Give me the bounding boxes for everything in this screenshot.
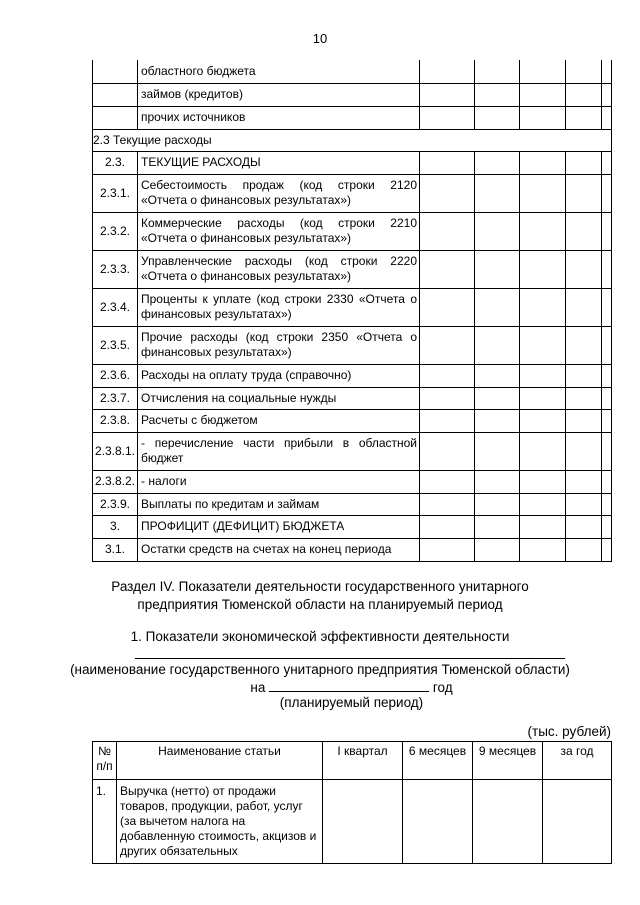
period-caption: (планируемый период) [279,695,424,710]
row-text: Выручка (нетто) от продажи товаров, продукции, работ, услуг (за вычетом налога на добавленную стоимость, акцизов и других обязательных [117,780,323,864]
header-year: за год [543,742,612,780]
value-cell [566,493,602,515]
header-9-months: 9 месяцев [473,742,543,780]
current-expenses-table [92,60,612,562]
row-text: Остатки средств на счетах на конец периода [138,538,420,561]
value-cell [602,288,612,326]
value-cell [566,106,602,129]
header-row [93,742,612,780]
value-cell [420,151,475,174]
value-cell [566,288,602,326]
value-cell [323,780,403,864]
table-row [93,364,612,387]
value-cell [602,326,612,364]
row-number [93,106,138,129]
table-row [93,515,612,538]
value-cell [420,288,475,326]
value-cell [420,250,475,288]
value-cell [602,432,612,470]
header-item-name: Наименование статьи [117,742,323,780]
row-text: ПРОФИЦИТ (ДЕФИЦИТ) БЮДЖЕТА [138,515,420,538]
page-number: 10 [312,31,328,46]
value-cell [602,538,612,561]
units-label: (тыс. рублей) [527,724,611,739]
value-cell [473,780,543,864]
value-cell [475,432,520,470]
row-number [93,83,138,106]
value-cell [475,493,520,515]
value-cell [520,60,566,83]
value-cell [420,470,475,493]
value-cell [520,515,566,538]
value-cell [420,409,475,432]
table-row [93,83,612,106]
row-number [93,60,138,83]
value-cell [602,106,612,129]
value-cell [475,364,520,387]
row-number: 2.3.9. [93,493,138,515]
table-row [93,409,612,432]
value-cell [602,212,612,250]
value-cell [475,515,520,538]
row-text: Проценты к уплате (код строки 2330 «Отчета о финансовых результатах») [138,288,420,326]
value-cell [520,288,566,326]
row-number: 2.3.6. [93,364,138,387]
table-row [93,538,612,561]
enterprise-caption: (наименование государственного унитарного предприятия Тюменской области) [70,662,570,677]
value-cell [475,151,520,174]
value-cell [566,515,602,538]
row-number: 2.3.4. [93,288,138,326]
value-cell [520,538,566,561]
table-row [93,470,612,493]
table-row [93,151,612,174]
table-row [93,780,612,864]
value-cell [520,387,566,409]
value-cell [520,151,566,174]
value-cell [602,493,612,515]
value-cell [520,250,566,288]
value-cell [475,409,520,432]
value-cell [475,326,520,364]
value-cell [566,250,602,288]
section-title-line2: предприятия Тюменской области на планируемый период [137,597,503,612]
value-cell [420,493,475,515]
table-row [93,250,612,288]
table-row [93,432,612,470]
row-text: Расходы на оплату труда (справочно) [138,364,420,387]
row-number: 3. [93,515,138,538]
value-cell [403,780,473,864]
section-row [93,129,612,151]
value-cell [475,538,520,561]
value-cell [566,432,602,470]
row-text: областного бюджета [138,60,420,83]
value-cell [520,432,566,470]
value-cell [602,151,612,174]
value-cell [520,493,566,515]
value-cell [420,60,475,83]
value-cell [475,174,520,212]
enterprise-name-blank [135,658,565,659]
row-text: Коммерческие расходы (код строки 2210 «Отчета о финансовых результатах») [138,212,420,250]
table-row [93,387,612,409]
value-cell [420,212,475,250]
value-cell [602,60,612,83]
value-cell [566,60,602,83]
row-text: Выплаты по кредитам и займам [138,493,420,515]
value-cell [566,326,602,364]
value-cell [475,212,520,250]
row-text: займов (кредитов) [138,83,420,106]
row-number: 2.3.7. [93,387,138,409]
value-cell [520,409,566,432]
row-number: 1. [93,780,117,864]
value-cell [566,538,602,561]
value-cell [420,538,475,561]
header-6-months: 6 месяцев [403,742,473,780]
value-cell [420,83,475,106]
value-cell [566,470,602,493]
value-cell [566,212,602,250]
value-cell [420,174,475,212]
value-cell [520,106,566,129]
row-text: ТЕКУЩИЕ РАСХОДЫ [138,151,420,174]
value-cell [520,470,566,493]
efficiency-indicators-table [92,741,612,864]
value-cell [602,515,612,538]
row-number: 2.3.8.2. [93,470,138,493]
value-cell [420,364,475,387]
row-number: 2.3.5. [93,326,138,364]
value-cell [475,106,520,129]
section-label: 2.3 Текущие расходы [93,129,612,151]
value-cell [475,387,520,409]
value-cell [602,250,612,288]
value-cell [475,250,520,288]
value-cell [602,387,612,409]
value-cell [520,83,566,106]
value-cell [520,326,566,364]
value-cell [566,409,602,432]
row-number: 2.3.8.1. [93,432,138,470]
value-cell [475,288,520,326]
value-cell [602,364,612,387]
table-row [93,212,612,250]
header-number: № п/п [93,742,117,780]
row-number: 3.1. [93,538,138,561]
section-title: Раздел IV. Показатели деятельности государственного унитарного [111,579,529,594]
value-cell [475,83,520,106]
value-cell [602,409,612,432]
value-cell [602,470,612,493]
value-cell [420,106,475,129]
value-cell [420,387,475,409]
value-cell [420,432,475,470]
value-cell [566,151,602,174]
value-cell [520,364,566,387]
row-number: 2.3.2. [93,212,138,250]
value-cell [420,326,475,364]
row-number: 2.3.3. [93,250,138,288]
value-cell [475,60,520,83]
value-cell [475,470,520,493]
period-blank [269,678,429,692]
row-text: - налоги [138,470,420,493]
row-text: прочих источников [138,106,420,129]
period-prefix: на [250,680,266,695]
row-number: 2.3. [93,151,138,174]
value-cell [566,174,602,212]
row-number: 2.3.1. [93,174,138,212]
value-cell [520,212,566,250]
table-row [93,288,612,326]
value-cell [602,174,612,212]
value-cell [520,174,566,212]
period-suffix: год [432,680,453,695]
value-cell [566,83,602,106]
value-cell [566,364,602,387]
row-text: Расчеты с бюджетом [138,409,420,432]
value-cell [543,780,612,864]
row-text: Себестоимость продаж (код строки 2120 «Отчета о финансовых результатах») [138,174,420,212]
table-row [93,106,612,129]
value-cell [602,83,612,106]
row-text: Прочие расходы (код строки 2350 «Отчета о финансовых результатах») [138,326,420,364]
header-q1: I квартал [323,742,403,780]
row-text: Управленческие расходы (код строки 2220 «Отчета о финансовых результатах») [138,250,420,288]
table-row [93,174,612,212]
table-row [93,60,612,83]
table-row [93,493,612,515]
value-cell [420,515,475,538]
table-row [93,326,612,364]
row-number: 2.3.8. [93,409,138,432]
row-text: Отчисления на социальные нужды [138,387,420,409]
subsection-title: 1. Показатели экономической эффективности деятельности [130,629,510,644]
value-cell [566,387,602,409]
row-text: - перечисление части прибыли в областной бюджет [138,432,420,470]
